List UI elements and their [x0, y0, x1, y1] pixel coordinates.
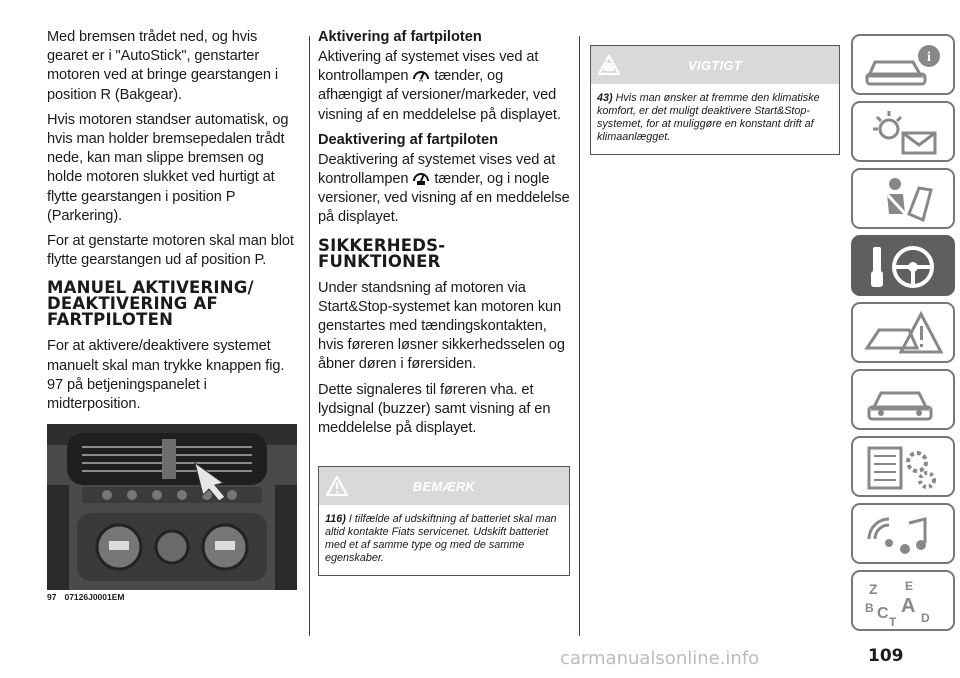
car-info-icon	[859, 40, 949, 92]
column-divider	[579, 36, 580, 636]
important-box	[590, 45, 840, 155]
technical-data-icon	[859, 442, 949, 494]
key-steering-wheel-icon	[859, 241, 949, 293]
paragraph-text: tænder, og afhængigt af versioner/markeder, ved visning af en meddelelse på displayet.	[318, 68, 561, 123]
svg-text:A: A	[419, 78, 424, 83]
important-header	[591, 46, 839, 84]
dashboard-illustration	[47, 425, 297, 590]
svg-text:Z: Z	[869, 581, 878, 597]
column-divider	[309, 36, 310, 636]
tab-emergency[interactable]	[851, 302, 955, 363]
paragraph: Hvis motoren standser automatisk, og hvis man holder bremsepedalen trådt nede, kan man slippe bremsen og holde motoren slukket ved hurtigt at flytte gearstangen i position P (Parkering).	[47, 111, 289, 224]
tab-warning-lights[interactable]	[851, 101, 955, 162]
paragraph	[318, 151, 570, 228]
alphabetical-index-icon	[859, 576, 949, 628]
tab-maintenance[interactable]	[851, 369, 955, 430]
tab-safety[interactable]	[851, 168, 955, 229]
important-title: VIGTIGT	[687, 58, 743, 73]
svg-text:A: A	[901, 595, 916, 617]
dashboard-photo	[47, 424, 297, 590]
cruise-control-warning-light-icon	[412, 67, 430, 82]
figure-number: 97	[47, 592, 57, 603]
section-heading: MANUEL AKTIVERING/ DEAKTIVERING AF FARTPILOTEN	[47, 278, 254, 330]
svg-text:i: i	[927, 50, 931, 65]
note-header	[319, 467, 569, 505]
svg-text:T: T	[889, 615, 897, 628]
important-text: Hvis man ønsker at fremme den klimatiske komfort, er det muligt deaktivere Start&Stop-systemet, for at muliggøre en konstant drift af klimaanlægget.	[597, 92, 820, 143]
tab-car-info[interactable]	[851, 34, 955, 95]
svg-text:C: C	[877, 605, 889, 622]
column-left	[47, 28, 297, 602]
warning-lights-icon	[859, 107, 949, 159]
watermark: carmanualsonline.info	[560, 648, 760, 669]
column-right	[590, 45, 840, 155]
paragraph: For at aktivere/deaktivere systemet manuelt skal man trykke knappen fig. 97 på betjeningspanelet i midterposition.	[47, 338, 285, 413]
seat-safety-icon	[859, 174, 949, 226]
paragraph-text: Aktivering af systemet vises ved at kontrollampen	[318, 49, 539, 85]
figure-code: 07126J0001EM	[64, 592, 125, 603]
note-title: BEMÆRK	[412, 479, 476, 495]
svg-text:B: B	[865, 601, 874, 615]
emergency-icon	[859, 308, 949, 360]
figure-caption	[47, 592, 297, 602]
note-number: 116)	[325, 513, 346, 526]
column-middle	[318, 28, 570, 576]
note-body	[319, 505, 569, 575]
paragraph: Dette signaleres til føreren vha. et lydsignal (buzzer) samt visning af en meddelelse på displayet.	[318, 381, 551, 437]
page-number: 109	[868, 646, 904, 666]
svg-text:D: D	[921, 611, 930, 625]
tab-multimedia[interactable]	[851, 503, 955, 564]
tab-starting-driving[interactable]	[851, 235, 955, 296]
subheading: Deaktivering af fartpiloten	[318, 131, 499, 148]
paragraph: For at genstarte motoren skal man blot flytte gearstangen ud af position P.	[47, 233, 294, 269]
paragraph: Med bremsen trådet ned, og hvis gearet er i "AutoStick", genstarter motoren ved at bringe gearstangen i position R (Bakgear).	[47, 29, 278, 103]
subheading: Aktivering af fartpiloten	[318, 29, 482, 45]
important-number: 43)	[597, 92, 613, 104]
tab-index[interactable]	[851, 570, 955, 631]
svg-text:E: E	[905, 579, 914, 593]
note-box	[318, 466, 570, 576]
multimedia-icon	[859, 509, 949, 561]
car-maintenance-icon	[859, 375, 949, 427]
paragraph-text: Deaktivering af systemet vises ved at kontrollampen	[318, 151, 556, 188]
paragraph-text: tænder, og i nogle versioner, ved visning af en meddelelse på displayet.	[318, 171, 570, 226]
cruise-control-off-light-icon	[412, 170, 430, 185]
important-body	[591, 84, 839, 154]
paragraph: Under standsning af motoren via Start&Stop-systemet kan motoren kun genstartes med tændingskontakten, hvis føreren løsner sikkerhedsselen og åbner døren i førersiden.	[318, 279, 565, 373]
paragraph	[318, 48, 570, 125]
section-heading: SIKKERHEDS- FUNKTIONER	[318, 235, 446, 271]
note-text: I tilfælde af udskiftning af batteriet skal man altid kontakte Fiats servicenet. Udskift batteriet med et af samme type og med de samme egenskaber.	[325, 513, 557, 565]
tab-technical-data[interactable]	[851, 436, 955, 497]
